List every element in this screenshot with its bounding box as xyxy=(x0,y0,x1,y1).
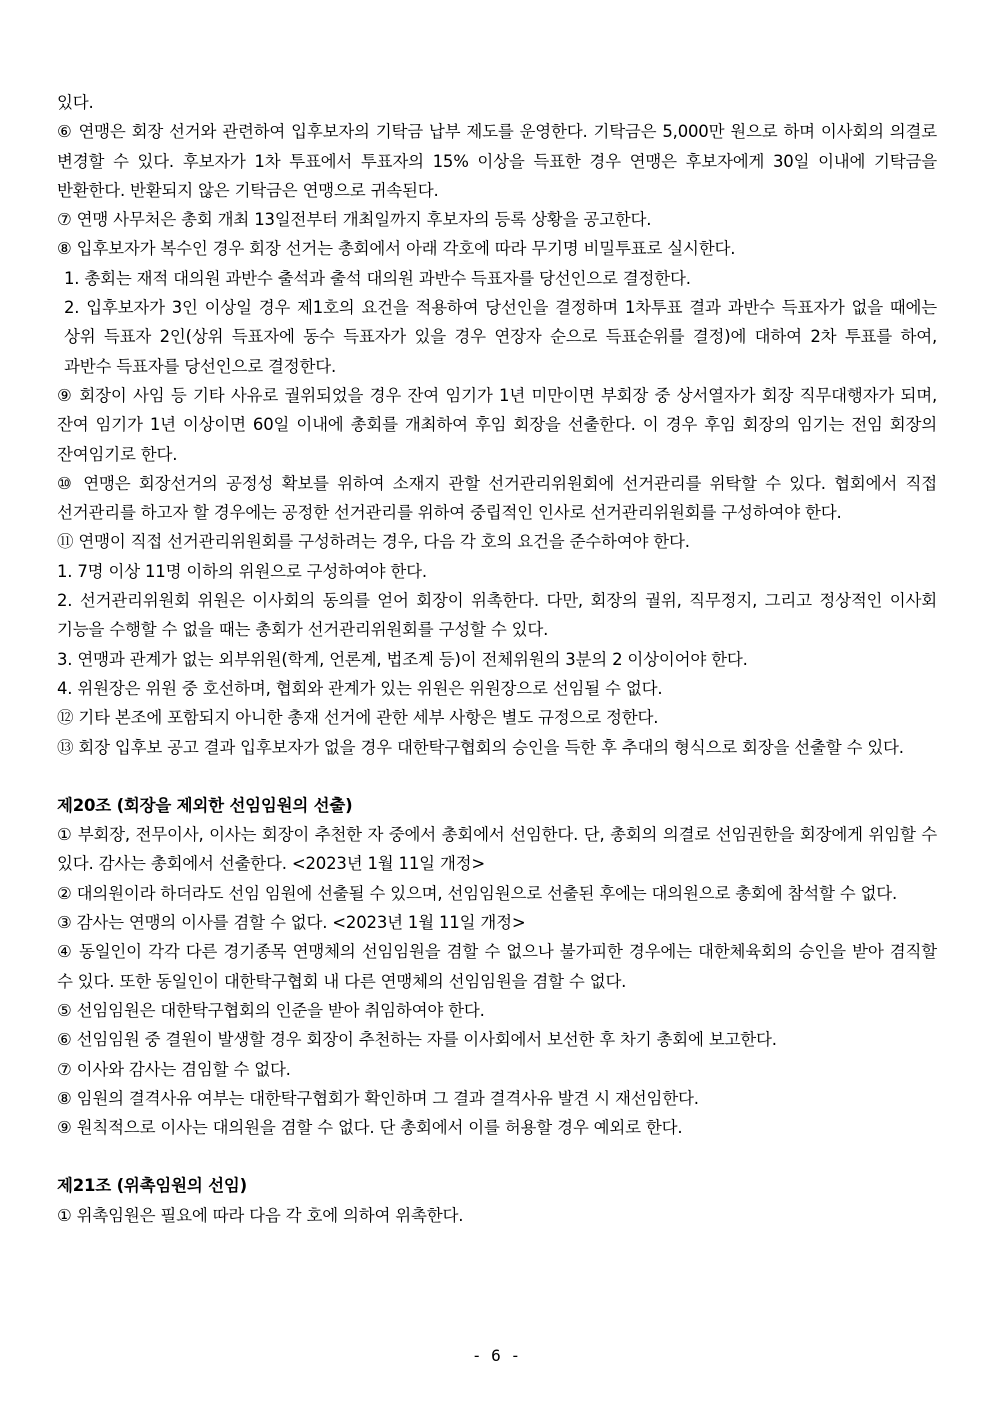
paragraph-item-13: ⑬ 회장 입후보 공고 결과 입후보자가 없을 경우 대한탁구협회의 승인을 득한 후 추대의 형식으로 회장을 선출할 수 있다. xyxy=(57,737,904,757)
article-20-heading: 제20조 (회장을 제외한 선임임원의 선출) xyxy=(57,795,353,815)
article-21-heading: 제21조 (위촉임원의 선임) xyxy=(57,1176,247,1196)
article-20-item-6: ⑥ 선임임원 중 결원이 발생할 경우 회장이 추천하는 자를 이사회에서 보선한 후 차기 총회에 보고한다. xyxy=(57,1030,777,1050)
section-gap xyxy=(57,1142,937,1171)
article-21-item-1: ① 위촉임원은 필요에 따라 다음 각 호에 의하여 위촉한다. xyxy=(57,1205,464,1225)
article-20-item-5: ⑤ 선임임원은 대한탁구협회의 인준을 받아 취임하여야 한다. xyxy=(57,1000,485,1020)
paragraph-item-9: ⑨ 회장이 사임 등 기타 사유로 궐위되었을 경우 잔여 임기가 1년 미만이면 부회장 중 상서열자가 회장 직무대행자가 되며, 잔여 임기가 1년 이상이면 60일 이내에 총회를 개최하여 후임 회장을 선출한다. 이 경우 후임 회장의 임기는 전임 회장의 잔여임기로 한다. xyxy=(57,385,937,464)
list-item-3: 3. 연맹과 관계가 없는 외부위원(학계, 언론계, 법조계 등)이 전체위원의 3분의 2 이상이어야 한다. xyxy=(57,649,748,669)
paragraph-item-6: ⑥ 연맹은 회장 선거와 관련하여 입후보자의 기탁금 납부 제도를 운영한다. 기탁금은 5,000만 원으로 하며 이사회의 의결로 변경할 수 있다. 후보자가 1차 투표에서 투표자의 15% 이상을 득표한 경우 연맹은 후보자에게 30일 이내에 기탁금을 반환한다. 반환되지 않은 기탁금은 연맹으로 귀속된다. xyxy=(57,122,937,200)
page-number: - 6 - xyxy=(471,1346,521,1365)
paragraph-item-7: ⑦ 연맹 사무처은 총회 개최 13일전부터 개최일까지 후보자의 등록 상황을 공고한다. xyxy=(57,210,652,230)
list-item-2: 2. 선거관리위원회 위원은 이사회의 동의를 얻어 회장이 위촉한다. 다만, 회장의 궐위, 직무정지, 그리고 정상적인 이사회 기능을 수행할 수 없을 때는 총회가 선거관리위원회를 구성할 수 있다. xyxy=(57,591,937,640)
article-20-item-8: ⑧ 임원의 결격사유 여부는 대한탁구협회가 확인하며 그 결과 결격사유 발견 시 재선임한다. xyxy=(57,1088,699,1108)
sub-item-1: 1. 총회는 재적 대의원 과반수 출석과 출석 대의원 과반수 득표자를 당선인으로 결정한다. xyxy=(64,268,691,288)
article-20-item-3: ③ 감사는 연맹의 이사를 겸할 수 없다. <2023년 1월 11일 개정> xyxy=(57,913,526,933)
document-body xyxy=(57,88,937,1230)
article-20-item-9: ⑨ 원칙적으로 이사는 대의원을 겸할 수 없다. 단 총회에서 이를 허용할 경우 예외로 한다. xyxy=(57,1118,683,1138)
paragraph-item-10: ⑩ 연맹은 회장선거의 공정성 확보를 위하여 소재지 관할 선거관리위원회에 선거관리를 위탁할 수 있다. 협회에서 직접 선거관리를 하고자 할 경우에는 공정한 선거관리를 위하여 중립적인 인사로 선거관리위원회를 구성하여야 한다. xyxy=(57,473,937,523)
section-gap xyxy=(57,762,937,791)
article-20-item-1: ① 부회장, 전무이사, 이사는 회장이 추천한 자 중에서 총회에서 선임한다. 단, 총회의 의결로 선임권한을 회장에게 위임할 수 있다. 감사는 총회에서 선출한다. <2023년 1월 11일 개정> xyxy=(57,825,937,874)
list-item-4: 4. 위원장은 위원 중 호선하며, 협회와 관계가 있는 위원은 위원장으로 선임될 수 없다. xyxy=(57,678,663,698)
article-20-item-7: ⑦ 이사와 감사는 겸임할 수 없다. xyxy=(57,1059,291,1079)
paragraph-item-8: ⑧ 입후보자가 복수인 경우 회장 선거는 총회에서 아래 각호에 따라 무기명 비밀투표로 실시한다. xyxy=(57,239,736,259)
paragraph-item-12: ⑫ 기타 본조에 포함되지 아니한 총재 선거에 관한 세부 사항은 별도 규정으로 정한다. xyxy=(57,708,659,728)
list-item-1: 1. 7명 이상 11명 이하의 위원으로 구성하여야 한다. xyxy=(57,561,427,581)
article-20-item-2: ② 대의원이라 하더라도 선임 임원에 선출될 수 있으며, 선임임원으로 선출된 후에는 대의원으로 총회에 참석할 수 없다. xyxy=(57,883,898,903)
paragraph-item-11: ⑪ 연맹이 직접 선거관리위원회를 구성하려는 경우, 다음 각 호의 요건을 준수하여야 한다. xyxy=(57,532,690,552)
sub-item-2: 2. 입후보자가 3인 이상일 경우 제1호의 요건을 적용하여 당선인을 결정하며 1차투표 결과 과반수 득표자가 없을 때에는 상위 득표자 2인(상위 득표자에 동수 득표자가 있을 경우 연장자 순으로 득표순위를 결정)에 대하여 2차 투표를 하여, 과반수 득표자를 당선인으로 결정한다. xyxy=(64,298,937,376)
article-20-item-4: ④ 동일인이 각각 다른 경기종목 연맹체의 선임임원을 겸할 수 없으나 불가피한 경우에는 대한체육회의 승인을 받아 겸직할 수 있다. 또한 동일인이 대한탁구협회 내 다른 연맹체의 선임임원을 겸할 수 없다. xyxy=(57,942,937,991)
paragraph: 있다. xyxy=(57,93,94,112)
